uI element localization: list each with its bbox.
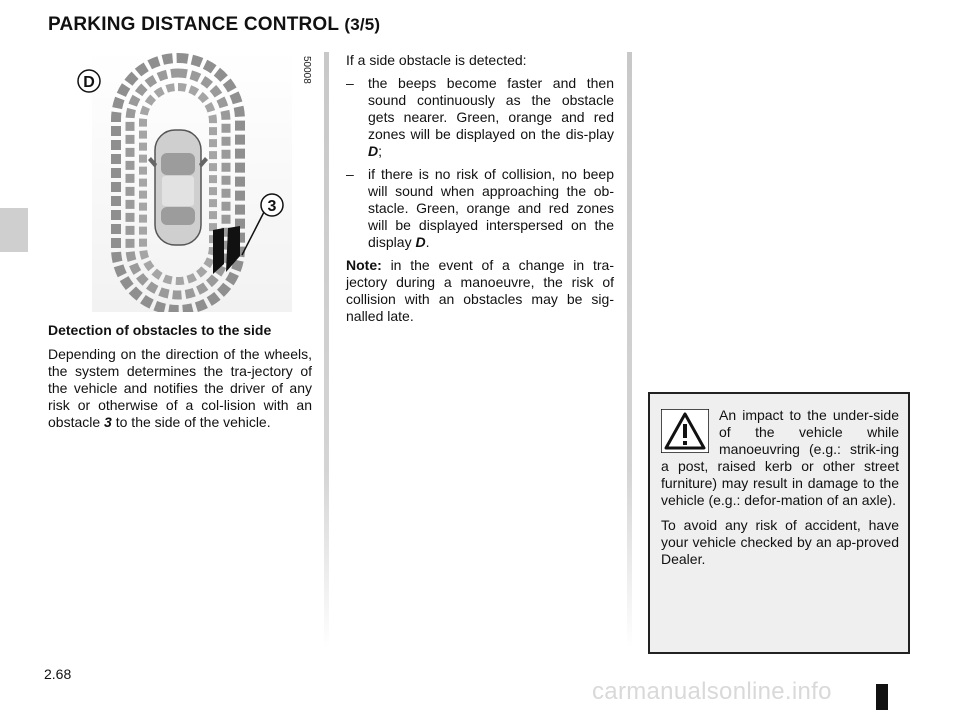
list-item	[346, 166, 614, 251]
note-text: in the event of a change in tra-jectory during a manoeuvre, the risk of collision with an obstacles may be sig-nalled late.	[346, 257, 614, 324]
list-item	[346, 75, 614, 160]
warning-content	[661, 407, 899, 576]
warning-triangle-icon	[661, 409, 709, 453]
warning-text-2: To avoid any risk of accident, have your vehicle checked by an ap-proved Dealer.	[661, 517, 899, 567]
dash-1: –	[346, 75, 354, 91]
page-number: 2.68	[44, 666, 72, 682]
warning-text-1: An impact to the under-side of the vehicle while manoeuvring (e.g.: strik-ing a post, raised kerb or other street furniture) may result in damage to the vehicle (e.g.: defor-mation of an axle).	[661, 407, 899, 508]
section-tab	[0, 208, 28, 252]
column-divider-right	[627, 52, 632, 648]
corner-mark	[876, 684, 888, 710]
parking-sensor-diagram	[60, 50, 322, 312]
warning-box	[648, 392, 910, 654]
item2-ref: D	[415, 234, 426, 250]
parking-sensor-figure	[60, 50, 322, 312]
figure-ref: 50008	[301, 56, 312, 84]
column-divider-left	[324, 52, 329, 648]
item1-text-a: the beeps become faster and then sound continuously as the obstacle gets nearer. Green, orange and red zones will be displayed on the dis-play	[368, 75, 614, 142]
left-column	[48, 322, 312, 431]
intro-text: If a side obstacle is detected:	[346, 52, 527, 68]
page-title	[48, 14, 380, 36]
dash-2: –	[346, 166, 354, 182]
left-text-a: Depending on the direction of the wheels, the system determines the tra-jectory of the vehicle and notifies the driver of any risk or otherwise of a col-lision with an obstacle	[48, 346, 312, 430]
middle-column	[346, 52, 614, 331]
item2-text-b: .	[425, 234, 430, 250]
note-label: Note:	[346, 257, 382, 273]
label-3: 3	[267, 198, 277, 215]
watermark: carmanualsonline.info	[592, 678, 832, 705]
left-text-b: to the side of the vehicle.	[111, 414, 271, 430]
left-ref-3: 3	[104, 414, 112, 430]
label-d: D	[83, 74, 95, 91]
item2-text-a: if there is no risk of collision, no beep will sound when approaching the ob-stacle. Green, orange and red zones will be displayed interspersed on the display	[368, 166, 614, 250]
note-paragraph	[346, 257, 614, 325]
item1-ref: D	[368, 143, 379, 159]
left-paragraph	[48, 346, 312, 431]
section-heading: Detection of obstacles to the side	[48, 322, 272, 338]
item1-text-b: ;	[378, 143, 383, 159]
title-part: (3/5)	[344, 15, 381, 34]
title-text: PARKING DISTANCE CONTROL	[48, 14, 339, 35]
